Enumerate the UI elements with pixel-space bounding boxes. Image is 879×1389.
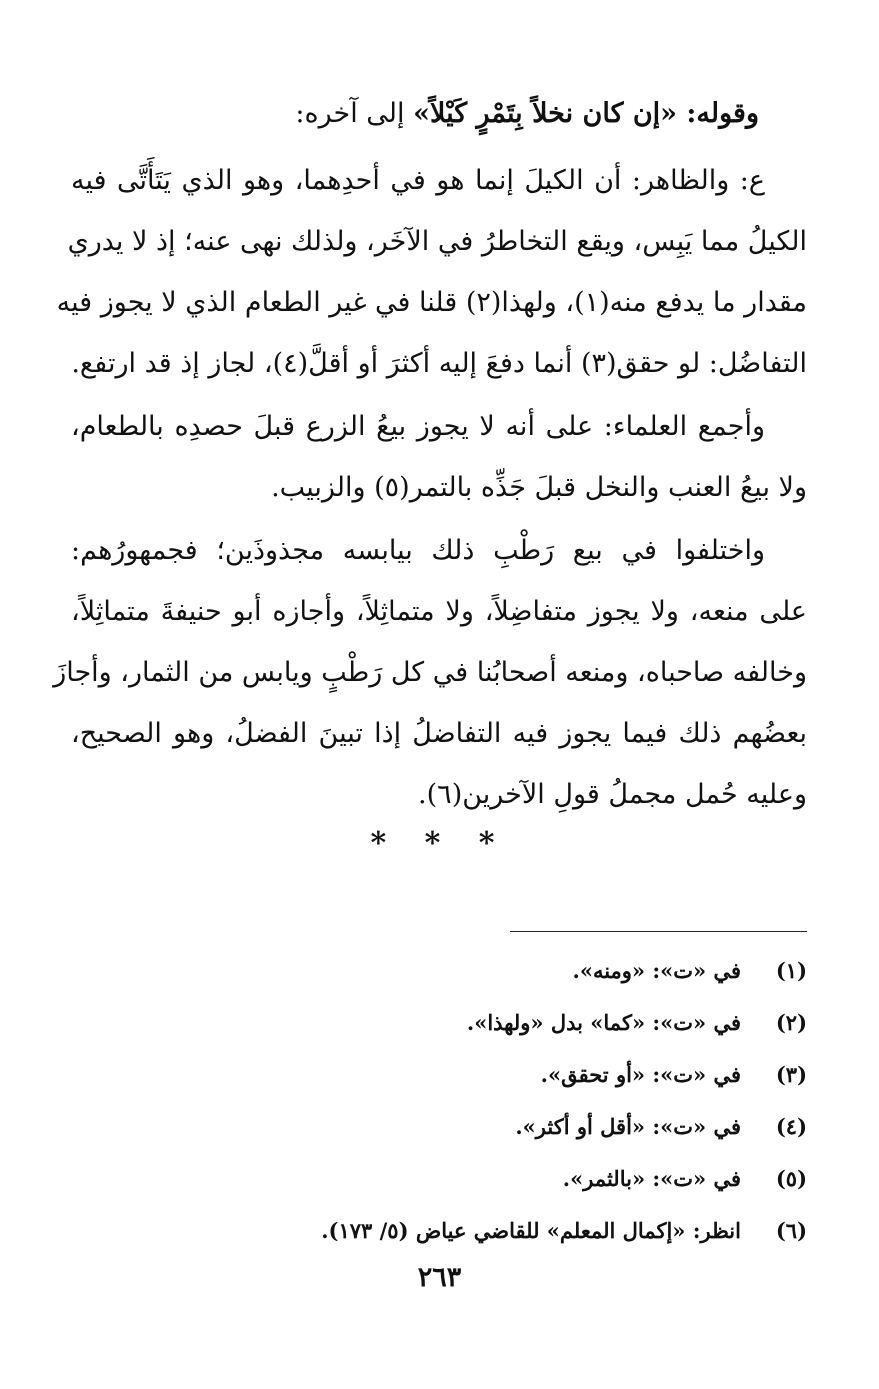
paragraph-commentary xyxy=(56,150,807,394)
text-line: وخالفه صاحباه، ومنعه أصحابُنا في كل رَطْبٍ ويابس من الثمار، وأجازَ xyxy=(53,657,807,688)
footnote-text: في «ت»: «أقل أو أكثر». xyxy=(515,1114,741,1139)
footnote-item xyxy=(71,997,807,1049)
heading-quote: وقوله: «إن كان نخلاً بِتَمْرٍ كَيْلاً» xyxy=(413,98,759,129)
footnote-item xyxy=(71,1049,807,1101)
footnote-item xyxy=(71,1205,807,1257)
footnote-text: في «ت»: «بالثمر». xyxy=(562,1166,741,1191)
text-line: التفاضُل: لو حقق(٣) أنما دفعَ إليه أكثرَ أو أقلَّ(٤)، لجاز إذ قد ارتفع. xyxy=(71,348,807,379)
footnote-item xyxy=(71,1101,807,1153)
footnote-text: في «ت»: «أو تحقق». xyxy=(540,1062,741,1087)
text-line: بعضُهم ذلك فيما يجوز فيه التفاضلُ إذا تبينَ الفضلُ، وهو الصحيح، xyxy=(71,718,807,749)
footnotes-list xyxy=(71,945,807,1257)
footnote-number: (٤) xyxy=(775,1114,807,1139)
footnote-number: (٣) xyxy=(775,1062,807,1087)
text-line: ع: والظاهر: أن الكيلَ إنما هو في أحدِهما، وهو الذي يَتَأَتَّى فيه xyxy=(71,165,765,196)
footnote-divider xyxy=(510,931,807,932)
text-line: مقدار ما يدفع منه(١)، ولهذا(٢) قلنا في غير الطعام الذي لا يجوز فيه xyxy=(56,287,807,318)
text-line: وأجمع العلماء: على أنه لا يجوز بيعُ الزرع قبلَ حصدِه بالطعام، xyxy=(71,411,765,442)
footnote-text: انظر: «إكمال المعلم» للقاضي عياض (٥/ ١٧٣). xyxy=(321,1218,741,1243)
text-line: على منعه، ولا يجوز متفاضِلاً، ولا متماثِلاً، وأجازه أبو حنيفةَ متماثِلاً، xyxy=(71,596,807,627)
text-line: وعليه حُمل مجملُ قولِ الآخرين(٦). xyxy=(418,779,807,810)
section-separator: * * * xyxy=(370,826,509,861)
paragraph-consensus xyxy=(71,396,807,518)
section-heading xyxy=(119,92,759,136)
text-line: ولا بيعُ العنب والنخل قبلَ جَذِّه بالتمر(٥) والزبيب. xyxy=(271,472,807,503)
text-line: الكيلُ مما يَبِس، ويقع التخاطرُ في الآخَر، ولذلك نهى عنه؛ إذ لا يدري xyxy=(67,226,807,257)
footnote-item xyxy=(71,1153,807,1205)
footnote-text: في «ت»: «كما» بدل «ولهذا». xyxy=(466,1010,741,1035)
text-line: واختلفوا في بيع رَطْبِ ذلك بيابسه مجذوذَين؛ فجمهورُهم: xyxy=(71,535,765,566)
paragraph-disagreement xyxy=(53,520,807,825)
footnote-text: في «ت»: «ومنه». xyxy=(572,958,741,983)
footnote-item xyxy=(71,945,807,997)
footnote-number: (٥) xyxy=(775,1166,807,1191)
footnote-number: (٦) xyxy=(775,1218,807,1243)
footnote-number: (٢) xyxy=(775,1010,807,1035)
heading-rest: إلى آخره: xyxy=(295,98,414,129)
body-text xyxy=(53,150,807,827)
page-number: ٢٦٣ xyxy=(417,1262,462,1293)
footnote-number: (١) xyxy=(775,958,807,983)
